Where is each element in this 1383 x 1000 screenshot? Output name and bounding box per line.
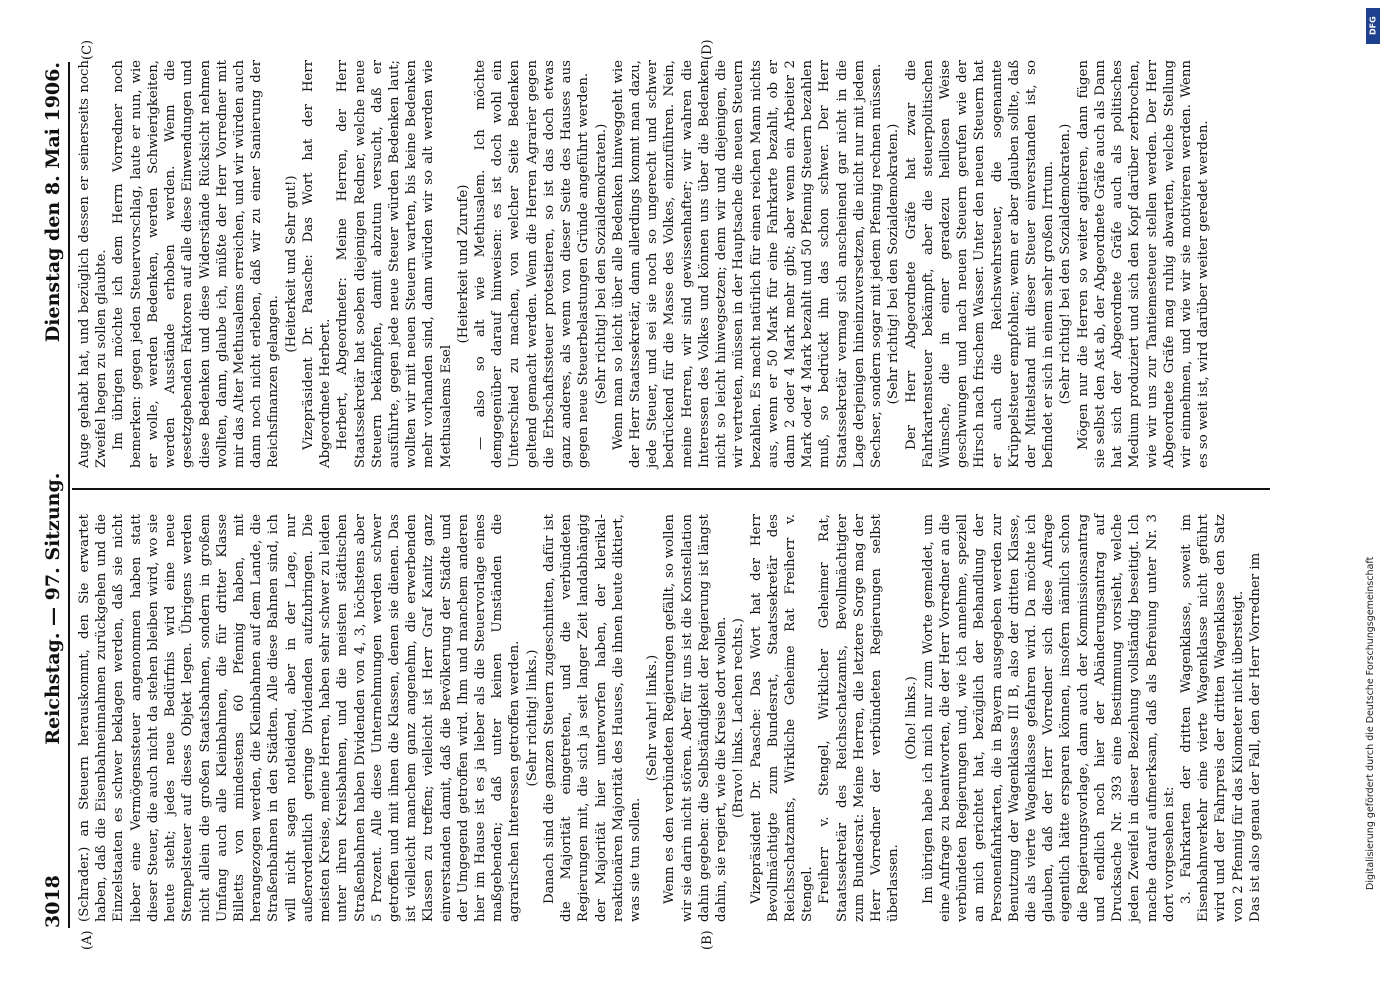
paragraph: Mögen nur die Herren so weiter agitieren, dann fügen sie selbst den Ast ab, der Abgeordnete Gräfe auch als Dann hat sich der Abgeordnete Gräfe auch als politisches Medium produziert und sich den Kopf darüber zerbrochen, wie wir uns zur Tantiemesteuer stellen werden. Der Herr Abgeordnete Gräfe mag ruhig abwarten, welche Stellung wir einnehmen, und wie wir sie motivieren werden. Wenn es so weit ist, wird darüber weiter geredet werden. [1075, 60, 1212, 468]
rotated-page [0, 32, 1310, 980]
dfg-logo: DFG [1366, 8, 1380, 44]
margin-marker-d: (D) [700, 39, 715, 60]
paragraph: Wenn man so leicht über alle Bedenken hinweggeht wie der Herr Staatssekretär, dann allerdings kommt man dazu, jede Steuer, und sei sie noch so ungerecht und schwer bedrückend für die Masse des Volkes, einzuführen. Nein, meine Herren, wir sind gewissenhafter; wir wahren die Interessen des Volkes und können uns über die Bedenken nicht so leicht hinwegsetzen; denn wir und diejenigen, die wir vertreten, müssen in der Hauptsache die neuen Steuern bezahlen. Es macht natürlich für einen reichen Mann nichts aus, wenn er 50 Mark für eine Fahrkarte bezahlt, ob er dann 2 oder 4 Mark mehr gibt; aber wenn ein Arbeiter 2 Mark oder 4 Mark bezahlt und 50 Pfennig Steuern bezahlen muß, so bedrückt ihn das schon schwer. Der Herr Staatssekretär vermag sich anscheinend gar nicht in die Lage derjenigen hineinzuversetzen, die nicht nur mit jedem Sechser, sondern sogar mit jedem Pfennig rechnen müssen. [610, 60, 885, 468]
header-rule [68, 62, 70, 928]
header-title-right: Dienstag den 8. Mai 1906. [42, 62, 64, 343]
speaker-paragraph: Herbert, Abgeordneter: Meine Herren, der Herr Staatssekretär hat soeben diejenigen Redner, welche neue Steuern bekämpfen, damit abzutun versucht, daß er ausführte, gegen jede neue Steuer würden Bedenken laut; wollten wir mit neuen Steuern warten, bis keine Bedenken mehr vorhanden sind, dann würden wir so alt werden wie Methusalems Esel [335, 60, 454, 468]
column-divider [72, 488, 1270, 490]
paragraph: Wenn es den verbündeten Regierungen gefällt, so wollen wir sie darin nicht stören. Aber für uns ist die Konstellation dahin gegeben: die Selbständigkeit der Regierung ist längst dahin, sie regiert, wie die Kreise dort wollen. [662, 514, 730, 922]
right-column [76, 60, 1212, 468]
paragraph: Im übrigen möchte ich dem Herrn Vorredner noch bemerken: gegen jeden Steuervorschlag, laute er nun, wie er wolle, werden Bedenken, werden Schwierigkeiten, werden Ausstände erhoben werden. Wenn die gesetzgebenden Faktoren auf alle diese Einwendungen und diese Bedenken und diese Widerstände Rücksicht nehmen wollten, dann, glaube ich, müßte der Herr Vorredner mit mir das Alter Methusalems erreichen, und wir würden auch dann noch nicht erleben, daß wir zu einer Sanierung der Reichsfinanzen gelangen. [111, 60, 282, 468]
page-number: 3018 [42, 875, 64, 928]
page-content [0, 32, 1310, 980]
margin-marker-b: (B) [700, 930, 715, 950]
footer-strip [1365, 20, 1377, 980]
interjection: (Sehr richtig! bei den Sozialdemokraten.) [593, 123, 609, 405]
paragraph: Danach sind die ganzen Steuern zugeschnitten, dafür ist die Majorität eingetreten, und die verbündeten Regierungen mit, die sich ja seit langer Zeit landabhängig der Majorität hier unterworfen haben, der klerikal-reaktionären Majorität des Hauses, die ihnen heute diktiert, was sie tun sollen. [541, 514, 643, 922]
page-header [30, 62, 64, 928]
interjection: (Sehr richtig! bei den Sozialdemokraten.) [1058, 123, 1074, 405]
paragraph: Auge gehabt hat, und bezüglich dessen er seinerseits noch Zweifel hegen zu sollen glaubte. [77, 60, 110, 468]
paragraph: Im übrigen habe ich mich nur zum Worte gemeldet, um eine Anfrage zu beantworten, die der Herr Vorredner an die verbündeten Regierungen und, wie ich annehme, speziell an mich gerichtet hat, bezüglich der Behandlung der Personenfahrkarten, die in Bayern ausgegeben werden zur Benutzung der Wagenklasse III B, also der dritten Klasse, die als vierte Wagenklasse gefahren wird. Da möchte ich glauben, daß der Herr Vorredner sich diese Anfrage eigentlich hätte ersparen können, insofern nämlich schon die Regierungsvorlage, dann auch der Kommissionsantrag und endlich noch hier der Abänderungsantrag auf Drucksache Nr. 393 eine Bestimmung vorsieht, welche jeden Zweifel in dieser Beziehung vollständig beseitigt. Ich mache darauf aufmerksam, daß als Befreiung unter Nr. 3 dort vorgesehen ist: [920, 514, 1177, 922]
interjection: (Sehr richtig! links.) [524, 649, 540, 787]
interjection: (Oho! links.) [903, 676, 919, 760]
quoted-provision: 3. Fahrkarten der dritten Wagenklasse, soweit im Eisenbahnverkehr eine vierte Wagenklasse nicht geführt wird und der Fahrpreis der dritten Wagenklasse den Satz von 2 Pfennig für das Kilometer nicht übersteigt. [1179, 514, 1246, 922]
digitization-credit: Digitalisierung gefördert durch die Deutsche Forschungsgemeinschaft [1365, 556, 1376, 890]
paragraph: Das ist also genau der Fall, den der Herr Vorredner im [1247, 552, 1263, 922]
speaker-paragraph: Freiherr v. Stengel, Wirklicher Geheimer Rat, Staatssekretär des Reichsschatzamts, Bevollmächtigter zum Bundesrat: Meine Herren, die letztere Sorge mag der Herr Vorredner der verbündeten Regierungen selbst überlassen. [817, 514, 902, 922]
paragraph: Der Herr Abgeordnete Gräfe hat zwar die Fahrkartensteuer bekämpft, aber die steuerpolitischen Wünsche, die in einer geradezu heillosen Weise geschwungen und nach neuen Steuern gerufen wie der Hirsch nach frischem Wasser. Unter den neuen Steuern hat er auch die Reichswehrsteuer, die sogenannte Krüppelsteuer empfohlen; wenn er aber glauben sollte, daß der Mittelstand mit dieser Steuer einverstanden ist, so befindet er sich in einem sehr großen Irrtum. [903, 60, 1057, 468]
speaker-paragraph: Vizepräsident Dr. Paasche: Das Wort hat der Herr Bevollmächtigte zum Bundesrat, Staatssekretär des Reichsschatzamts, Wirkliche Geheime Rat Freiherr v. Stengel. [748, 514, 816, 922]
paragraph: (Schrader.) an Steuern herauskommt, den Sie erwartet haben, daß die Eisenbahneinnahmen zurückgehen und die Einzelstaaten es schwer beklagen werden, daß sie nicht lieber eine Vermögenssteuer angenommen haben statt dieser Steuer, die auch nicht da stehen bleiben wird, wo sie heute steht; jedes neue Bedürfnis wird eine neue Stempelsteuer auf dieses Objekt legen. Übrigens werden nicht allein die großen Staatsbahnen, sondern in großem Umfang auch alle Kleinbahnen, die für dritter Klasse Billetts von mindestens 60 Pfennig haben, mit herangezogen werden, die Kleinbahnen auf dem Lande, die Straßenbahnen in den Städten. Alle diese Bahnen sind, ich will nicht sagen notleidend, aber in der Lage, nur außerordentlich geringe Dividenden aufzubringen. Die meisten Kreise, meine Herren, haben sehr schwer zu leiden unter ihren Kreisbahnen, und die meisten städtischen Straßenbahnen haben Dividenden von 4, 3, höchstens aber 5 Prozent. Alle diese Unternehmungen werden schwer getroffen und mit ihnen die Klassen, denen sie dienen. Das ist vielleicht manchem ganz angenehm, die erwerbenden Klassen zu treffen; vielleicht ist Herr Graf Kanitz ganz einverstanden damit, daß die Bevölkerung der Städte und der Umgegend getroffen wird. Ihm und manchem anderen hier im Hause ist es ja lieber als die Steuervorlage eines maßgebenden; daß unter keinen Umständen die agrarischen Interessen getroffen werden. [77, 514, 523, 922]
interjection: (Heiterkeit und Zurufe) [455, 184, 471, 344]
speaker-paragraph: Vizepräsident Dr. Paasche: Das Wort hat der Herr Abgeordnete Herbert. [300, 60, 334, 468]
interjection: (Bravo! links. Lachen rechts.) [731, 618, 747, 818]
interjection: (Sehr wahr! links.) [645, 654, 661, 782]
margin-marker-a: (A) [80, 930, 95, 950]
interjection: (Heiterkeit und Sehr gut!) [283, 175, 299, 353]
paragraph: — also so alt wie Methusalem. Ich möchte demgegenüber darauf hinweisen: es ist doch wohl ein Unterschied zu machen, von welcher Seite Bedenken geltend gemacht werden. Wenn die Herren Agrarier gegen die Erbschaftssteuer protestieren, so ist das doch etwas ganz anderes, als wenn von dieser Seite des Hauses aus gegen neue Steuerbelastungen Gründe angeführt werden. [473, 60, 592, 468]
left-column [76, 514, 1264, 922]
header-title-left: Reichstag. — 97. Sitzung. [42, 472, 64, 745]
margin-marker-c: (C) [80, 39, 95, 60]
interjection: (Sehr richtig! bei den Sozialdemokraten.) [886, 123, 902, 405]
